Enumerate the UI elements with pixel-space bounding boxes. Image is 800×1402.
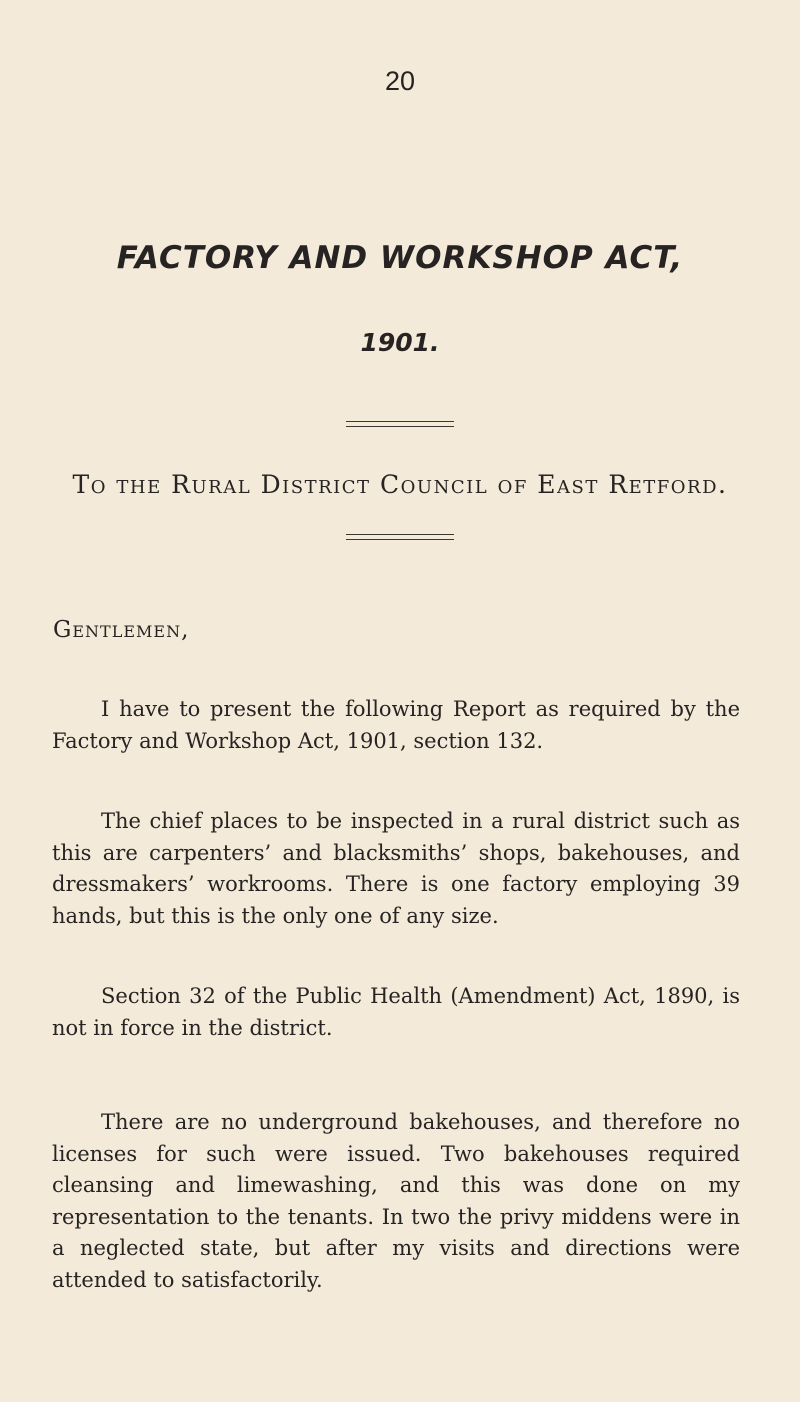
page-number: 20: [384, 66, 416, 96]
double-rule-divider: [346, 421, 454, 427]
body-paragraph: The chief places to be inspected in a rural district such as this are carpenters’ and blacksmiths’ shops, bakehouses, and dressmakers’ workrooms. There is one factory employing 39 hands, but this is the only one of any size.: [52, 809, 740, 928]
document-title: FACTORY AND WORKSHOP ACT,: [116, 240, 684, 276]
document-year: 1901.: [360, 328, 440, 357]
addressee-line: To the Rural District Council of East Retford.: [72, 470, 728, 499]
body-paragraph: I have to present the following Report as required by the Factory and Workshop Act, 1901, section 132.: [52, 697, 740, 753]
double-rule-divider: [346, 534, 454, 540]
body-paragraph: There are no underground bakehouses, and therefore no licenses for such were issued. Two bakehouses required cleansing and limewashing, and this was done on my representation to the tenants. In two the privy middens were in a neglected state, but after my visits and directions were attended to satisfactorily.: [52, 1110, 740, 1292]
body-paragraph: Section 32 of the Public Health (Amendment) Act, 1890, is not in force in the district.: [52, 984, 740, 1040]
salutation: Gentlemen,: [53, 617, 190, 643]
